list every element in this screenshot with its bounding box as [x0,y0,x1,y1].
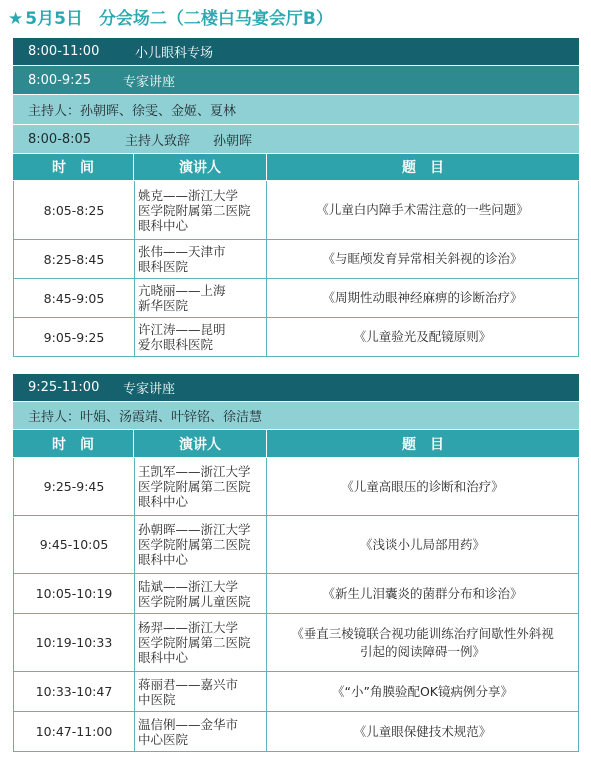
row-time: 9:25-9:45 [43,479,105,494]
row-time: 10:33-10:47 [35,684,113,699]
table-row [13,318,579,357]
row-speaker: 蒋丽君——嘉兴市 中医院 [134,672,267,711]
subsession-header [13,66,579,95]
subsession-name: 专家讲座 [123,74,176,90]
row-time: 10:19-10:33 [35,635,113,650]
table-header [13,430,579,458]
page-title [8,4,333,34]
hosts-label: 主持人：孙朝晖、徐雯、金姬、夏林 [28,104,237,119]
row-topic: 《儿童眼保健技术规范》 [353,723,492,739]
row-topic: 《浅谈小儿局部用药》 [359,536,485,552]
row-speaker: 亢晓丽——上海 新华医院 [134,279,267,317]
opening-person: 孙朝晖 [213,133,253,149]
row-topic: 《儿童验光及配镜原则》 [353,329,492,344]
row-time: 9:45-10:05 [39,537,109,552]
table-row [13,672,579,712]
header-topic: 题 目 [266,430,579,457]
table-header [13,154,579,181]
row-speaker: 温信俐——金华市 中心医院 [134,712,267,751]
table-row [13,516,579,574]
venue-label: 分会场二（二楼白马宴会厅B） [98,9,333,29]
row-time: 10:05-10:19 [35,586,113,601]
table-row [13,279,579,318]
row-time: 8:25-8:45 [43,251,105,267]
row-topic: 《与眶颅发育异常相关斜视的诊治》 [322,251,523,266]
row-speaker: 孙朝晖——浙江大学 医学院附属第二医院 眼科中心 [134,516,267,573]
row-time: 8:05-8:25 [43,202,105,218]
row-speaker: 陆斌——浙江大学 医学院附属儿童医院 [134,574,267,613]
session-time: 9:25-11:00 [28,380,100,395]
row-topic: 《儿童高眼压的诊断和治疗》 [341,478,504,494]
table-row [13,614,579,672]
row-topic: 《“小”角膜验配OK镜病例分享》 [332,683,513,699]
header-speaker: 演讲人 [133,430,266,457]
header-time: 时 间 [52,436,94,453]
opening-text: 主持人致辞 [125,133,191,149]
hosts-bar [13,95,579,125]
table-row [13,181,579,240]
date-label: 5月5日 [25,9,83,29]
row-time: 10:47-11:00 [35,724,113,739]
row-speaker: 王凯军——浙江大学 医学院附属第二医院 眼科中心 [134,458,267,515]
table-row [13,240,579,279]
header-topic: 题 目 [266,154,579,180]
session-time: 8:00-11:00 [28,44,100,59]
table-row [13,458,579,516]
session-2 [13,374,579,752]
subsession-time: 8:00-9:25 [28,72,92,88]
table-row [13,712,579,752]
session-header [13,374,579,402]
opening-bar [13,125,579,154]
hosts-bar [13,402,579,430]
session-1 [13,38,579,357]
table-row [13,574,579,614]
header-speaker: 演讲人 [133,154,266,180]
row-topic: 《儿童白内障手术需注意的一些问题》 [316,202,529,217]
row-topic: 《新生儿泪囊炎的菌群分布和诊治》 [322,585,523,601]
row-topic: 《垂直三棱镜联合视功能训练治疗间歇性外斜视 引起的阅读障碍一例》 [291,625,554,659]
row-speaker: 许江涛——昆明 爱尔眼科医院 [134,318,267,356]
row-speaker: 张伟——天津市 眼科医院 [134,240,267,278]
hosts-label: 主持人：叶娟、汤霞靖、叶锌铭、徐洁慧 [28,410,263,425]
row-topic: 《周期性动眼神经麻痹的诊断治疗》 [322,290,523,305]
session-name: 小儿眼科专场 [135,46,214,61]
row-time: 9:05-9:25 [43,329,105,345]
header-time: 时 间 [52,160,94,176]
session-name: 专家讲座 [123,382,176,397]
session-header [13,38,579,66]
star-icon: ★ [8,9,24,29]
row-speaker: 姚克——浙江大学 医学院附属第二医院 眼科中心 [134,181,267,239]
opening-time: 8:00-8:05 [28,131,92,147]
row-time: 8:45-9:05 [43,290,105,306]
row-speaker: 杨羿——浙江大学 医学院附属第二医院 眼科中心 [134,614,267,671]
